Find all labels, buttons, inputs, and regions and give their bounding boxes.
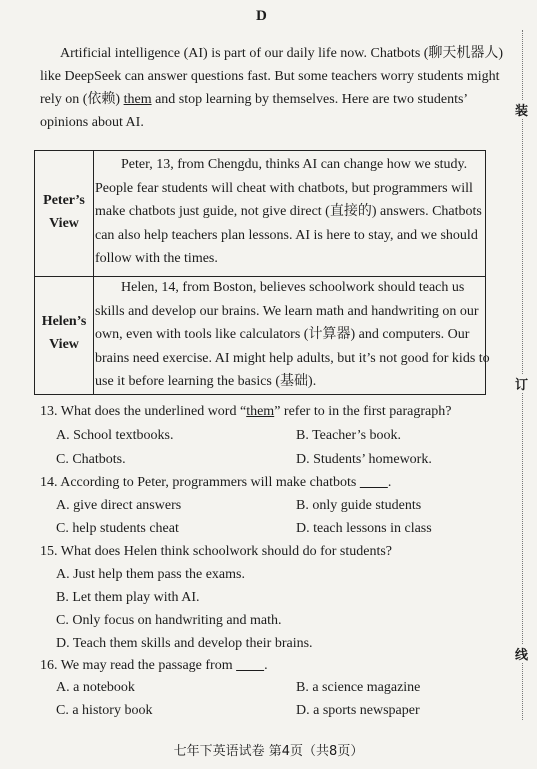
underlined-them: them <box>123 92 152 107</box>
q13-option-a[interactable]: A. School textbooks. <box>56 428 174 443</box>
helen-line-2: skills and develop our brains. We learn math and handwriting on our <box>95 303 479 319</box>
helen-view-label-2: View <box>49 337 79 352</box>
q16-option-b[interactable]: B. a science magazine <box>296 680 421 695</box>
question-13-pre: 13. What does the underlined word “ <box>40 404 247 419</box>
binding-mark-ding: 订 <box>515 374 528 393</box>
intro-line-2: like DeepSeek can answer questions fast. But some teachers worry students might <box>40 69 500 84</box>
q13-option-b[interactable]: B. Teacher’s book. <box>296 428 402 443</box>
peter-line-2: People fear students will cheat with chatbots, but programmers will <box>95 180 473 196</box>
question-14-post: . <box>387 475 392 490</box>
intro-line-1: Artificial intelligence (AI) is part of our daily life now. Chatbots (聊天机器人) <box>60 46 504 61</box>
question-13 <box>40 404 451 420</box>
intro-line-3-pre: rely on (依赖) <box>40 92 124 107</box>
intro-paragraph <box>40 42 504 134</box>
q14-option-c[interactable]: C. help students cheat <box>56 521 179 536</box>
q16-option-c[interactable]: C. a history book <box>56 703 153 718</box>
intro-line-4: opinions about AI. <box>40 115 144 130</box>
q16-option-a[interactable]: A. a notebook <box>56 680 135 695</box>
helen-view-label <box>35 310 93 356</box>
helen-line-1: Helen, 14, from Boston, believes schoolwork should teach us <box>121 280 465 295</box>
peter-view-label-2: View <box>49 216 79 231</box>
question-14-pre: 14. According to Peter, programmers will make chatbots <box>40 475 360 490</box>
q13-option-c[interactable]: C. Chatbots. <box>56 452 126 467</box>
intro-line-3-post: and stop learning by themselves. Here are two students’ <box>151 92 469 107</box>
question-16 <box>40 658 268 674</box>
peter-line-3: make chatbots just guide, not give direct (直接的) answers. Chatbots <box>95 204 482 219</box>
question-16-blank <box>236 658 264 673</box>
peter-line-5: follow with the times. <box>95 251 218 266</box>
helen-line-3: own, even with tools like calculators (计算器) and computers. Our <box>95 327 470 342</box>
peter-line-1: Peter, 13, from Chengdu, thinks AI can change how we study. <box>121 157 468 172</box>
question-14 <box>40 475 391 491</box>
q14-option-b[interactable]: B. only guide students <box>296 498 422 513</box>
q15-option-d[interactable]: D. Teach them skills and develop their brains. <box>56 636 313 651</box>
helen-view-row <box>35 276 490 394</box>
helen-line-5: use it before learning the basics (基础). <box>95 374 317 389</box>
q14-option-d[interactable]: D. teach lessons in class <box>296 521 432 536</box>
helen-line-4: brains need exercise. AI might help adults, but it’s not good for kids to <box>95 350 490 366</box>
question-16-pre: 16. We may read the passage from <box>40 658 237 673</box>
q15-option-a[interactable]: A. Just help them pass the exams. <box>56 567 245 582</box>
section-title: D <box>256 8 267 24</box>
peter-view-label <box>35 189 93 235</box>
peter-view-label-1: Peter’s <box>43 193 85 208</box>
question-15-text: 15. What does Helen think schoolwork should do for students? <box>40 544 393 559</box>
question-14-blank <box>360 475 388 490</box>
q15-option-c[interactable]: C. Only focus on handwriting and math. <box>56 613 282 628</box>
q15-option-b[interactable]: B. Let them play with AI. <box>56 590 200 605</box>
question-16-post: . <box>264 658 268 673</box>
page-footer: 七年下英语试卷 第4页（共8页） <box>173 744 364 759</box>
intro-line-3 <box>40 88 500 111</box>
helen-view-text <box>95 276 490 394</box>
binding-mark-zhuang: 装 <box>515 100 528 119</box>
peter-view-row <box>35 151 485 277</box>
peter-view-text <box>95 153 483 271</box>
question-13-post: ” refer to in the first paragraph? <box>274 404 452 419</box>
q13-option-d[interactable]: D. Students’ homework. <box>296 452 432 467</box>
q14-option-a[interactable]: A. give direct answers <box>56 498 182 513</box>
views-table <box>34 150 490 395</box>
peter-line-4: can also help teachers plan lessons. AI is here to stay, and we should <box>95 227 478 243</box>
question-15 <box>40 544 392 560</box>
helen-view-label-1: Helen’s <box>41 314 87 329</box>
binding-mark-xian: 线 <box>515 644 528 663</box>
q16-option-d[interactable]: D. a sports newspaper <box>296 703 420 718</box>
question-13-underlined: them <box>246 404 275 419</box>
